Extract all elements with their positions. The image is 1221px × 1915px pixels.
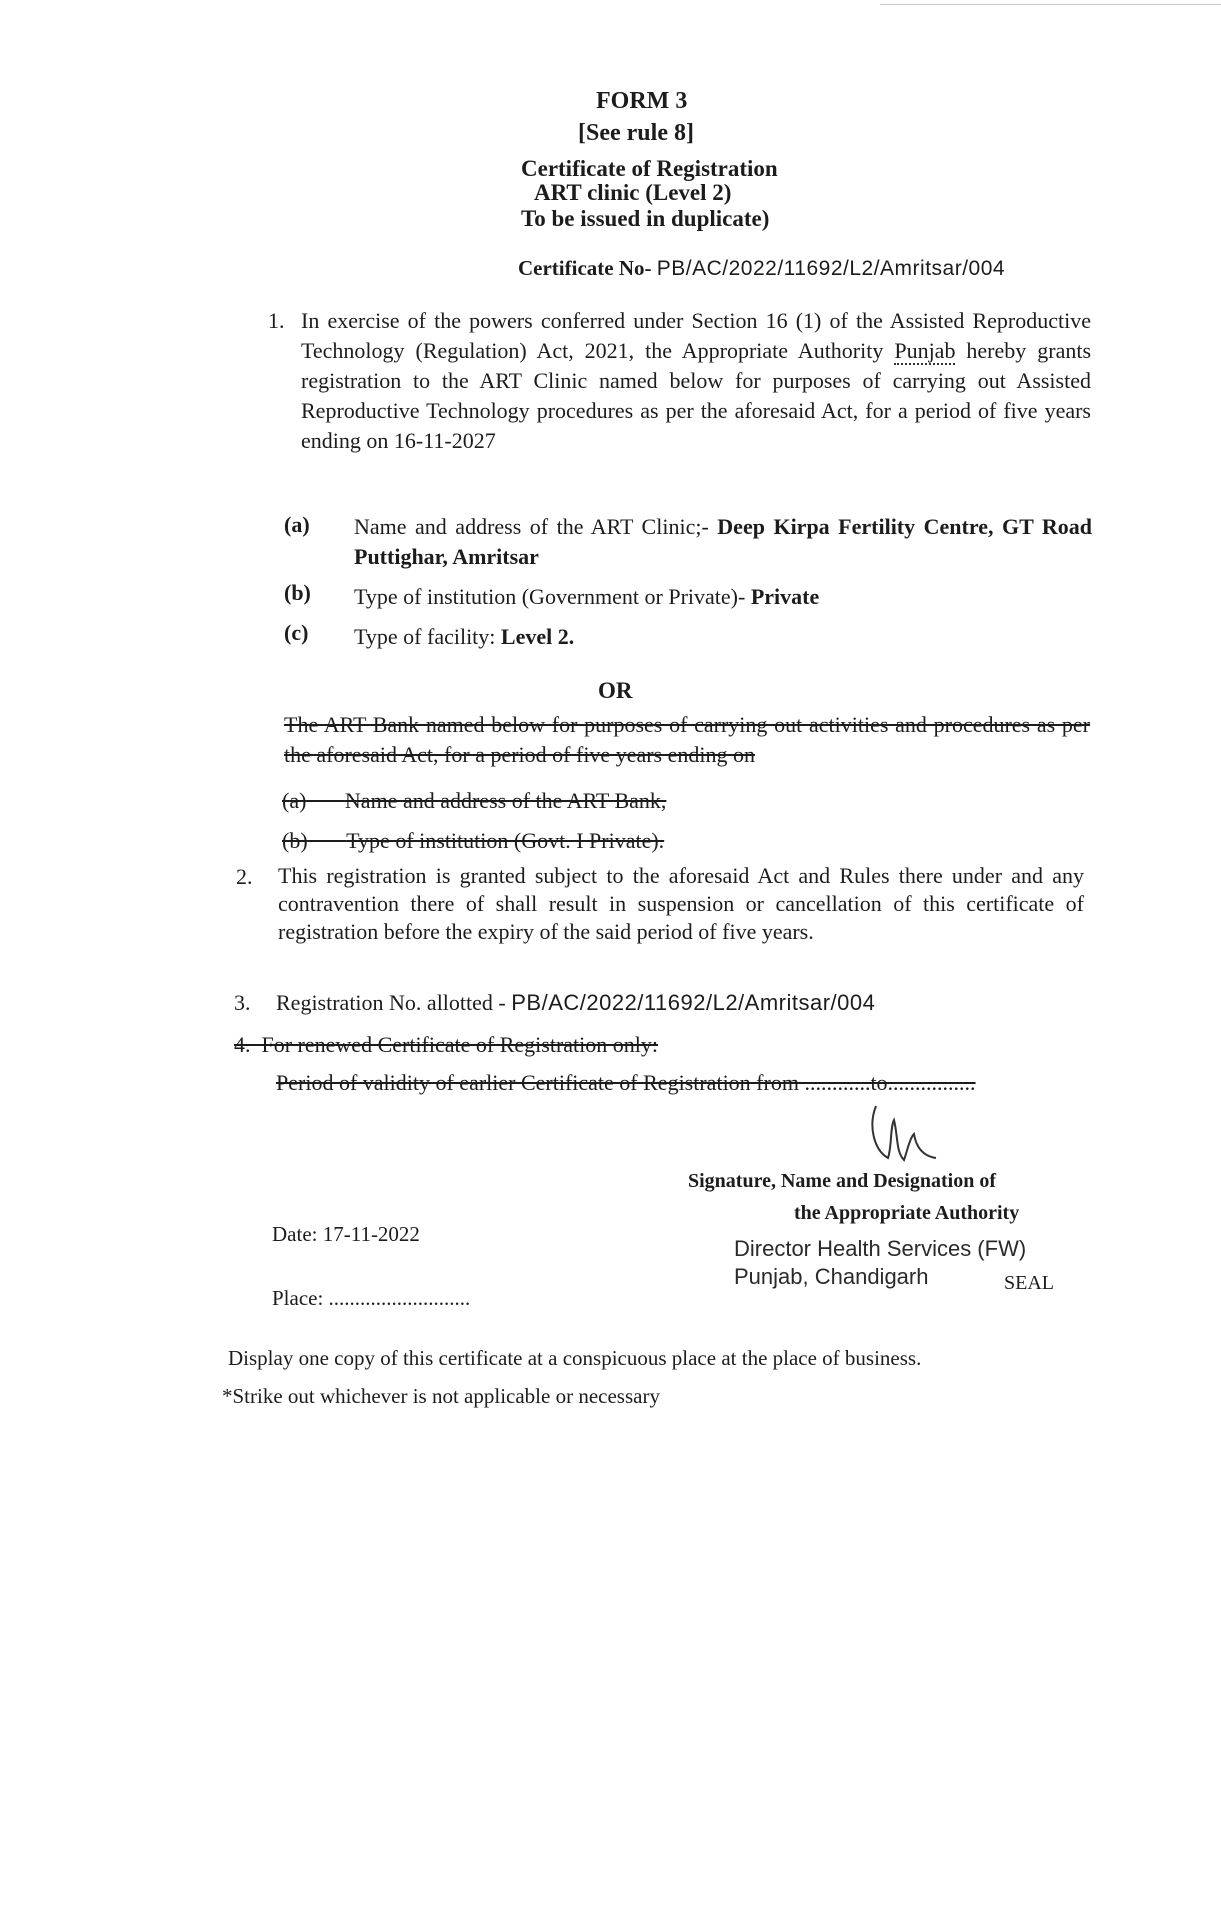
item-b-value: Private (750, 584, 820, 609)
item-c-text (354, 622, 574, 652)
authority-designation: Director Health Services (FW) (734, 1236, 1027, 1261)
item-a-text (354, 512, 1092, 572)
certificate-number-value: PB/AC/2022/11692/L2/Amritsar/004 (656, 257, 1006, 280)
bank-item-a (282, 786, 666, 816)
signature-label-2: the Appropriate Authority (794, 1202, 1020, 1224)
para2-number: 2. (236, 864, 253, 889)
signature-label-1: Signature, Name and Designation of (688, 1170, 996, 1192)
para1-text (301, 306, 1091, 456)
rule-reference: [See rule 8] (578, 120, 694, 146)
para3-value: PB/AC/2022/11692/L2/Amritsar/004 (511, 990, 876, 1015)
item-a-desc: Name and address of the ART Clinic;- (354, 514, 709, 539)
seal-label: SEAL (1004, 1272, 1054, 1294)
certificate-subtitle: ART clinic (Level 2) (534, 180, 732, 205)
handwritten-signature (862, 1098, 942, 1170)
strike-note: *Strike out whichever is not applicable or necessary (222, 1384, 660, 1408)
or-divider: OR (598, 678, 633, 703)
para4-text: Period of validity of earlier Certificate of Registration from ............to................ (276, 1070, 976, 1095)
certificate-number (518, 256, 1005, 281)
certificate-number-label: Certificate No- (518, 256, 652, 280)
item-a-label: (a) (284, 512, 310, 537)
item-b-desc: Type of institution (Government or Private)- (354, 584, 746, 609)
para1-text-b: hereby grants registration to the ART Clinic named below for purposes of carrying out Assisted Reproductive Technology procedures as per the aforesaid Act, for a period of five years ending on 16-11-2027 (301, 338, 1092, 453)
para4-heading-text: For renewed Certificate of Registration only: (261, 1032, 658, 1057)
para1-number: 1. (268, 308, 285, 333)
para4-heading (234, 1030, 658, 1060)
para1-text-a: In exercise of the powers conferred under Section 16 (1) of the Assisted Reproductive Technology (Regulation) Act, 2021, the Appropriate Authority (301, 308, 1091, 363)
authority-location: Punjab, Chandigarh (734, 1264, 929, 1289)
item-b-text (354, 582, 819, 612)
certificate-title: Certificate of Registration (521, 156, 778, 181)
item-c-desc: Type of facility: (354, 624, 496, 649)
issue-date: Date: 17-11-2022 (272, 1222, 420, 1246)
item-c-label: (c) (284, 620, 309, 645)
issue-place: Place: ........................... (272, 1286, 471, 1310)
bank-item-a-label: (a) (282, 788, 307, 813)
scan-edge-line (880, 4, 1221, 5)
bank-item-a-text: Name and address of the ART Bank, (344, 788, 667, 813)
para1-authority: Punjab (894, 338, 956, 363)
bank-item-b-text: Type of institution (Govt. I Private). (346, 828, 665, 853)
display-note: Display one copy of this certificate at a conspicuous place at the place of business. (228, 1346, 922, 1370)
para4-number: 4. (234, 1032, 251, 1057)
item-b-label: (b) (284, 580, 311, 605)
duplicate-note: To be issued in duplicate) (521, 206, 770, 231)
bank-text: The ART Bank named below for purposes of carrying out activities and procedures as per the aforesaid Act, for a period of five years ending on (284, 712, 1090, 767)
form-number: FORM 3 (596, 88, 688, 114)
para3-label: Registration No. allotted - (276, 990, 506, 1015)
para3-text (276, 988, 875, 1018)
para2-text: This registration is granted subject to the aforesaid Act and Rules there under and any contravention there of shall result in suspension or cancellation of this certificate of registration before the expiry of the said period of five years. (278, 863, 1084, 944)
para3-number: 3. (234, 990, 251, 1015)
item-c-value: Level 2. (500, 624, 575, 649)
item-a-value: Deep Kirpa Fertility Centre, GT Road Puttighar, Amritsar (354, 514, 1093, 569)
bank-item-b-label: (b) (282, 828, 308, 853)
bank-item-b (282, 826, 664, 856)
